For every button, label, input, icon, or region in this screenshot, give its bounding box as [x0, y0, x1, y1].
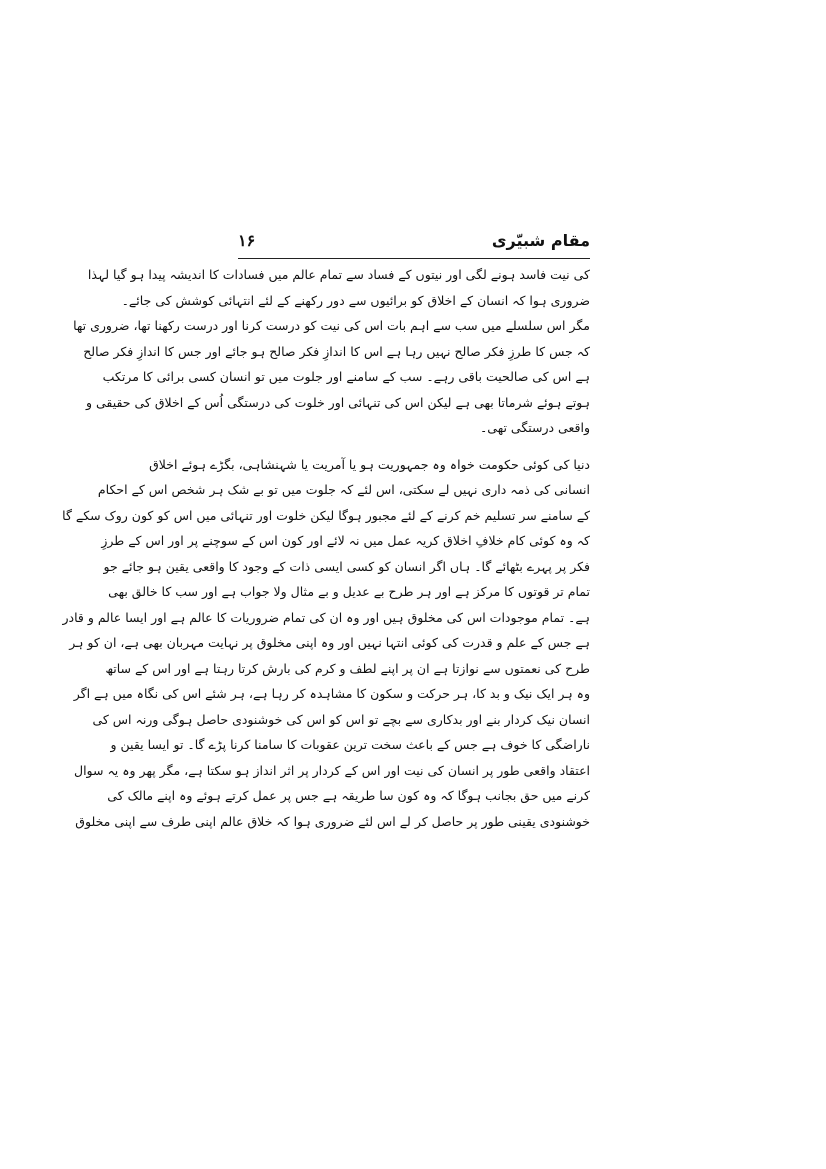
text-line: ضروری ہوا کہ انسان کے اخلاق کو برائیوں سے دور رکھنے کے لئے انتہائی کوشش کی جائے۔ — [121, 292, 590, 308]
text-line: کہ وہ کوئی کام خلافِ اخلاق کریہ عمل میں نہ لائے اور کون اس کے سوچنے پر اور اس کے طرزِ — [101, 533, 590, 548]
book-title: مقام شبیّری — [491, 231, 590, 250]
text-line: تمام تر قوتوں کا مرکز ہے اور ہر طرح بے عدیل و بے مثال ولا جواب ہے اور سب کا خالق بھی — [108, 584, 590, 599]
header-divider — [238, 258, 590, 259]
text-line: کی نیت فاسد ہونے لگی اور نیتوں کے فساد سے تمام عالم میں فسادات کا اندیشہ پیدا ہو گیا لہذا — [87, 267, 590, 282]
text-line: انسان نیک کردار بنے اور بدکاری سے بچے تو اس کو اس کی خوشنودی حاصل ہوگی ورنہ اس کی — [92, 711, 590, 727]
paragraph-1 — [73, 262, 590, 441]
text-line: ہے اس کی صالحیت باقی رہے۔ سب کے سامنے اور جلوت میں تو انسان کسی برائی کا مرتکب — [102, 369, 590, 384]
text-line: انسانی کی ذمہ داری نہیں لے سکتی، اس لئے کہ جلوت میں تو بے شک ہر شخص اس کے احکام — [97, 482, 590, 497]
text-line: فکر پر پہرے بٹھائے گا۔ ہاں اگر انسان کو کسی ایسی ذات کے وجود کا واقعی یقین ہو جائے جو — [103, 558, 590, 574]
paragraph-2 — [62, 452, 590, 835]
page-number: ۱۶ — [238, 231, 256, 250]
text-line: خوشنودی یقینی طور پر حاصل کر لے اس لئے ضروری ہوا کہ خلاق عالم اپنی طرف سے اپنی مخلوق — [75, 813, 590, 829]
text-line: کرنے میں حق بجانب ہوگا کہ وہ کون سا طریقہ ہے جس پر عمل کرتے ہوئے وہ اپنے مالک کی — [107, 788, 590, 803]
text-line: طرح کی نعمتوں سے نوازتا ہے ان پر اپنے لطف و کرم کی بارش کرتا رہتا ہے اور اس کے ساتھ — [105, 660, 590, 676]
paragraph-gap — [238, 441, 590, 452]
text-line: کے سامنے سر تسلیم خم کرنے کے لئے مجبور ہوگا لیکن خلوت اور تنہائی میں اس کو کون روک سکے گا — [62, 507, 590, 523]
text-line: واقعی درستگی تھی۔ — [479, 420, 590, 435]
text-line: وہ ہر ایک نیک و بد کا، ہر حرکت و سکون کا مشاہدہ کر رہا ہے، ہر شئے اس کی نگاہ میں ہے اگر — [73, 686, 590, 701]
page-header — [238, 228, 590, 258]
text-line: کہ جس کا طرزِ فکر صالح نہیں رہا ہے اس کا اندازِ فکر صالح ہو جائے اور جس کا اندازِ فکر صالح — [83, 343, 590, 359]
text-line: ہے جس کے علم و قدرت کی کوئی انتہا نہیں اور وہ اپنی مخلوق پر نہایت مہربان بھی ہے، ان کو ہر — [69, 635, 590, 650]
text-line: ناراضگی کا خوف ہے جس کے باعث سخت ترین عقوبات کا سامنا کرنا پڑے گا۔ تو ایسا یقین و — [110, 737, 590, 752]
text-line: ہوتے ہوئے شرماتا بھی ہے لیکن اس کی تنہائی اور خلوت کی درستگی اُس کے اخلاق کی حقیقی و — [85, 394, 590, 410]
text-line: دنیا کی کوئی حکومت خواہ وہ جمہوریت ہو یا آمریت یا شہنشاہی، بگڑے ہوئے اخلاق — [149, 456, 590, 472]
text-line: اعتقاد واقعی طور پر انسان کی نیت اور اس کے کردار پر اثر انداز ہو سکتا ہے، مگر پھر وہ یہ سوال — [73, 762, 590, 778]
text-line: ہے۔ تمام موجودات اس کی مخلوق ہیں اور وہ ان کی تمام ضروریات کا عالم ہے اور ایسا عالم و قادر — [62, 609, 590, 625]
text-line: مگر اس سلسلے میں سب سے اہم بات اس کی نیت کو درست کرنا اور درست رکھنا تھا، ضروری تھا — [73, 318, 590, 333]
body-text — [62, 262, 590, 834]
